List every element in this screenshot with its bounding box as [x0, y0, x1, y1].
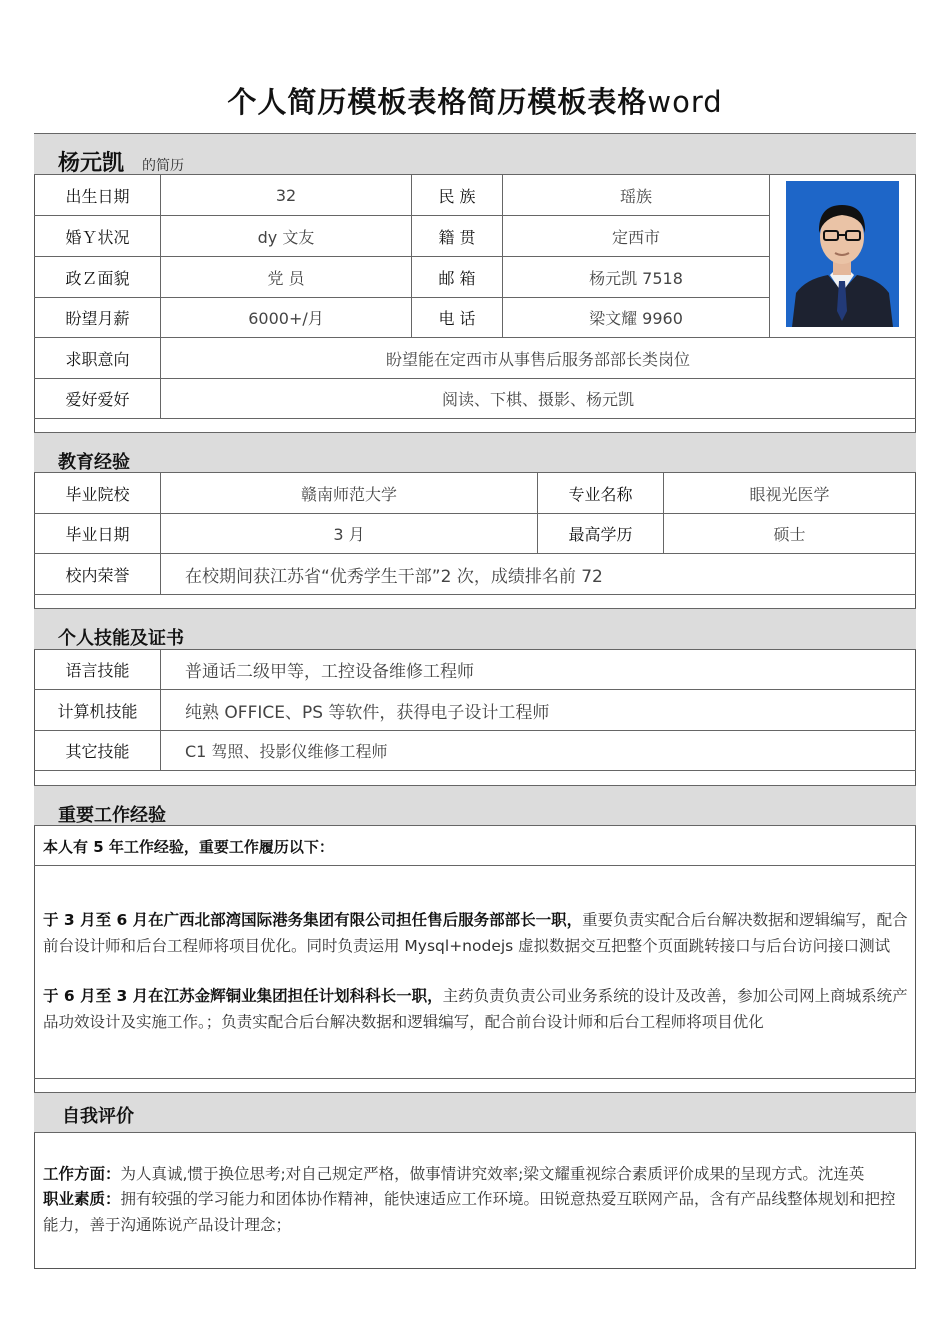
self-eval-quality-text: 拥有较强的学习能力和团体协作精神，能快速适应工作环境。田锐意热爱互联网产品，含有产品线整体规划和把控能力，善于沟通陈说产品设计理念；: [43, 1190, 896, 1234]
job1-text: 重要负责实配合后台解决数据和逻辑编写，配合前台设计师和后台工程师将项目优化。同时负责运用 Mysql+nodejs 虚拟数据交互把整个页面跳转接口与后台访问接口测试: [43, 911, 908, 955]
political-value: 党 员: [267, 268, 305, 288]
email-value: 杨元凯 7518: [589, 268, 683, 288]
major-value: 眼视光医学: [749, 485, 830, 504]
job2-heading: 于 6 月至 3 月在江苏金辉铜业集团担任计划科科长一职，: [43, 987, 443, 1005]
birth-label: 出生日期: [65, 186, 130, 206]
school-value: 赣南师范大学: [300, 485, 397, 504]
education-title: 教育经验: [58, 452, 130, 473]
name-band: [34, 133, 916, 175]
marital-value: dy 文友: [257, 227, 315, 247]
phone-value: 梁文耀 9960: [589, 309, 683, 328]
intent-value: 盼望能在定西市从事售后服务部部长类岗位: [385, 349, 690, 369]
email-label: 邮 箱: [438, 268, 476, 288]
self-eval-work: [43, 1162, 909, 1188]
hobby-value: 阅读、下棋、摄影、杨元凯: [441, 390, 634, 409]
document-title: [0, 80, 950, 121]
lang-label: 语言技能: [65, 661, 130, 680]
document-title-latin: word: [647, 85, 723, 119]
honor-value: 在校期间获江苏省“优秀学生干部”2 次，成绩排名前 72: [185, 566, 603, 587]
job2-text: 主药负责负责公司业务系统的设计及改善，参加公司网上商城系统产品功效设计及实施工作。；负责实配合后台解决数据和逻辑编写，配合前台设计师和后台工程师将项目优化: [43, 987, 908, 1031]
other-value: C1 驾照、投影仪维修工程师: [185, 742, 388, 761]
grad-label: 毕业日期: [65, 525, 130, 544]
grad-value: 3 月: [333, 525, 365, 544]
phone-label: 电 话: [438, 309, 476, 328]
computer-label: 计算机技能: [57, 701, 138, 721]
work-summary: 本人有 5 年工作经验，重要工作履历以下：: [43, 837, 334, 856]
intent-label: 求职意向: [65, 349, 130, 369]
self-eval-quality: [43, 1187, 909, 1238]
name-suffix: 的简历: [142, 158, 184, 174]
native-label: 籍 贯: [438, 227, 476, 247]
skills-title: 个人技能及证书: [58, 628, 184, 649]
work-title: 重要工作经验: [58, 805, 166, 826]
salary-label: 盼望月薪: [65, 309, 130, 328]
work-band: [34, 785, 916, 826]
self-eval-quality-label: 职业素质：: [43, 1190, 121, 1208]
skills-band: [34, 608, 916, 650]
computer-value: 纯熟 OFFICE、PS 等软件，获得电子设计工程师: [185, 702, 550, 723]
document-title-cn: 个人简历模板表格简历模板表格: [227, 85, 648, 119]
candidate-name: 杨元凯: [58, 151, 125, 176]
degree-label: 最高学历: [568, 525, 633, 544]
lang-value: 普通话二级甲等，工控设备维修工程师: [185, 662, 474, 682]
birth-value: 32: [275, 185, 297, 205]
self-eval-band: [34, 1092, 916, 1133]
hobby-label: 爱好爱好: [65, 390, 130, 409]
marital-label: 婚Ｙ状况: [65, 227, 130, 247]
major-label: 专业名称: [568, 485, 633, 504]
political-label: 政Ｚ面貌: [65, 268, 130, 288]
ethnic-label: 民 族: [438, 186, 476, 206]
job1-heading: 于 3 月至 6 月在广西北部湾国际港务集团有限公司担任售后服务部部长一职，: [43, 911, 583, 929]
self-eval-work-text: 为人真诚,惯于换位思考;对自己规定严格，做事情讲究效率;梁文耀重视综合素质评价成果的呈现方式。沈连英: [120, 1165, 865, 1183]
profile-photo: [786, 181, 899, 327]
degree-value: 硕士: [773, 525, 806, 544]
self-eval-title: 自我评价: [62, 1106, 134, 1127]
work-job-1: [43, 908, 909, 959]
work-job-2: [43, 984, 909, 1035]
self-eval-work-label: 工作方面：: [43, 1165, 121, 1183]
school-label: 毕业院校: [65, 485, 130, 504]
avatar-icon: [786, 181, 899, 327]
native-value: 定西市: [611, 227, 660, 247]
salary-value: 6000+/月: [248, 309, 324, 328]
education-band: [34, 432, 916, 473]
honor-label: 校内荣誉: [65, 565, 130, 585]
other-label: 其它技能: [65, 742, 130, 761]
ethnic-value: 瑶族: [619, 186, 652, 206]
